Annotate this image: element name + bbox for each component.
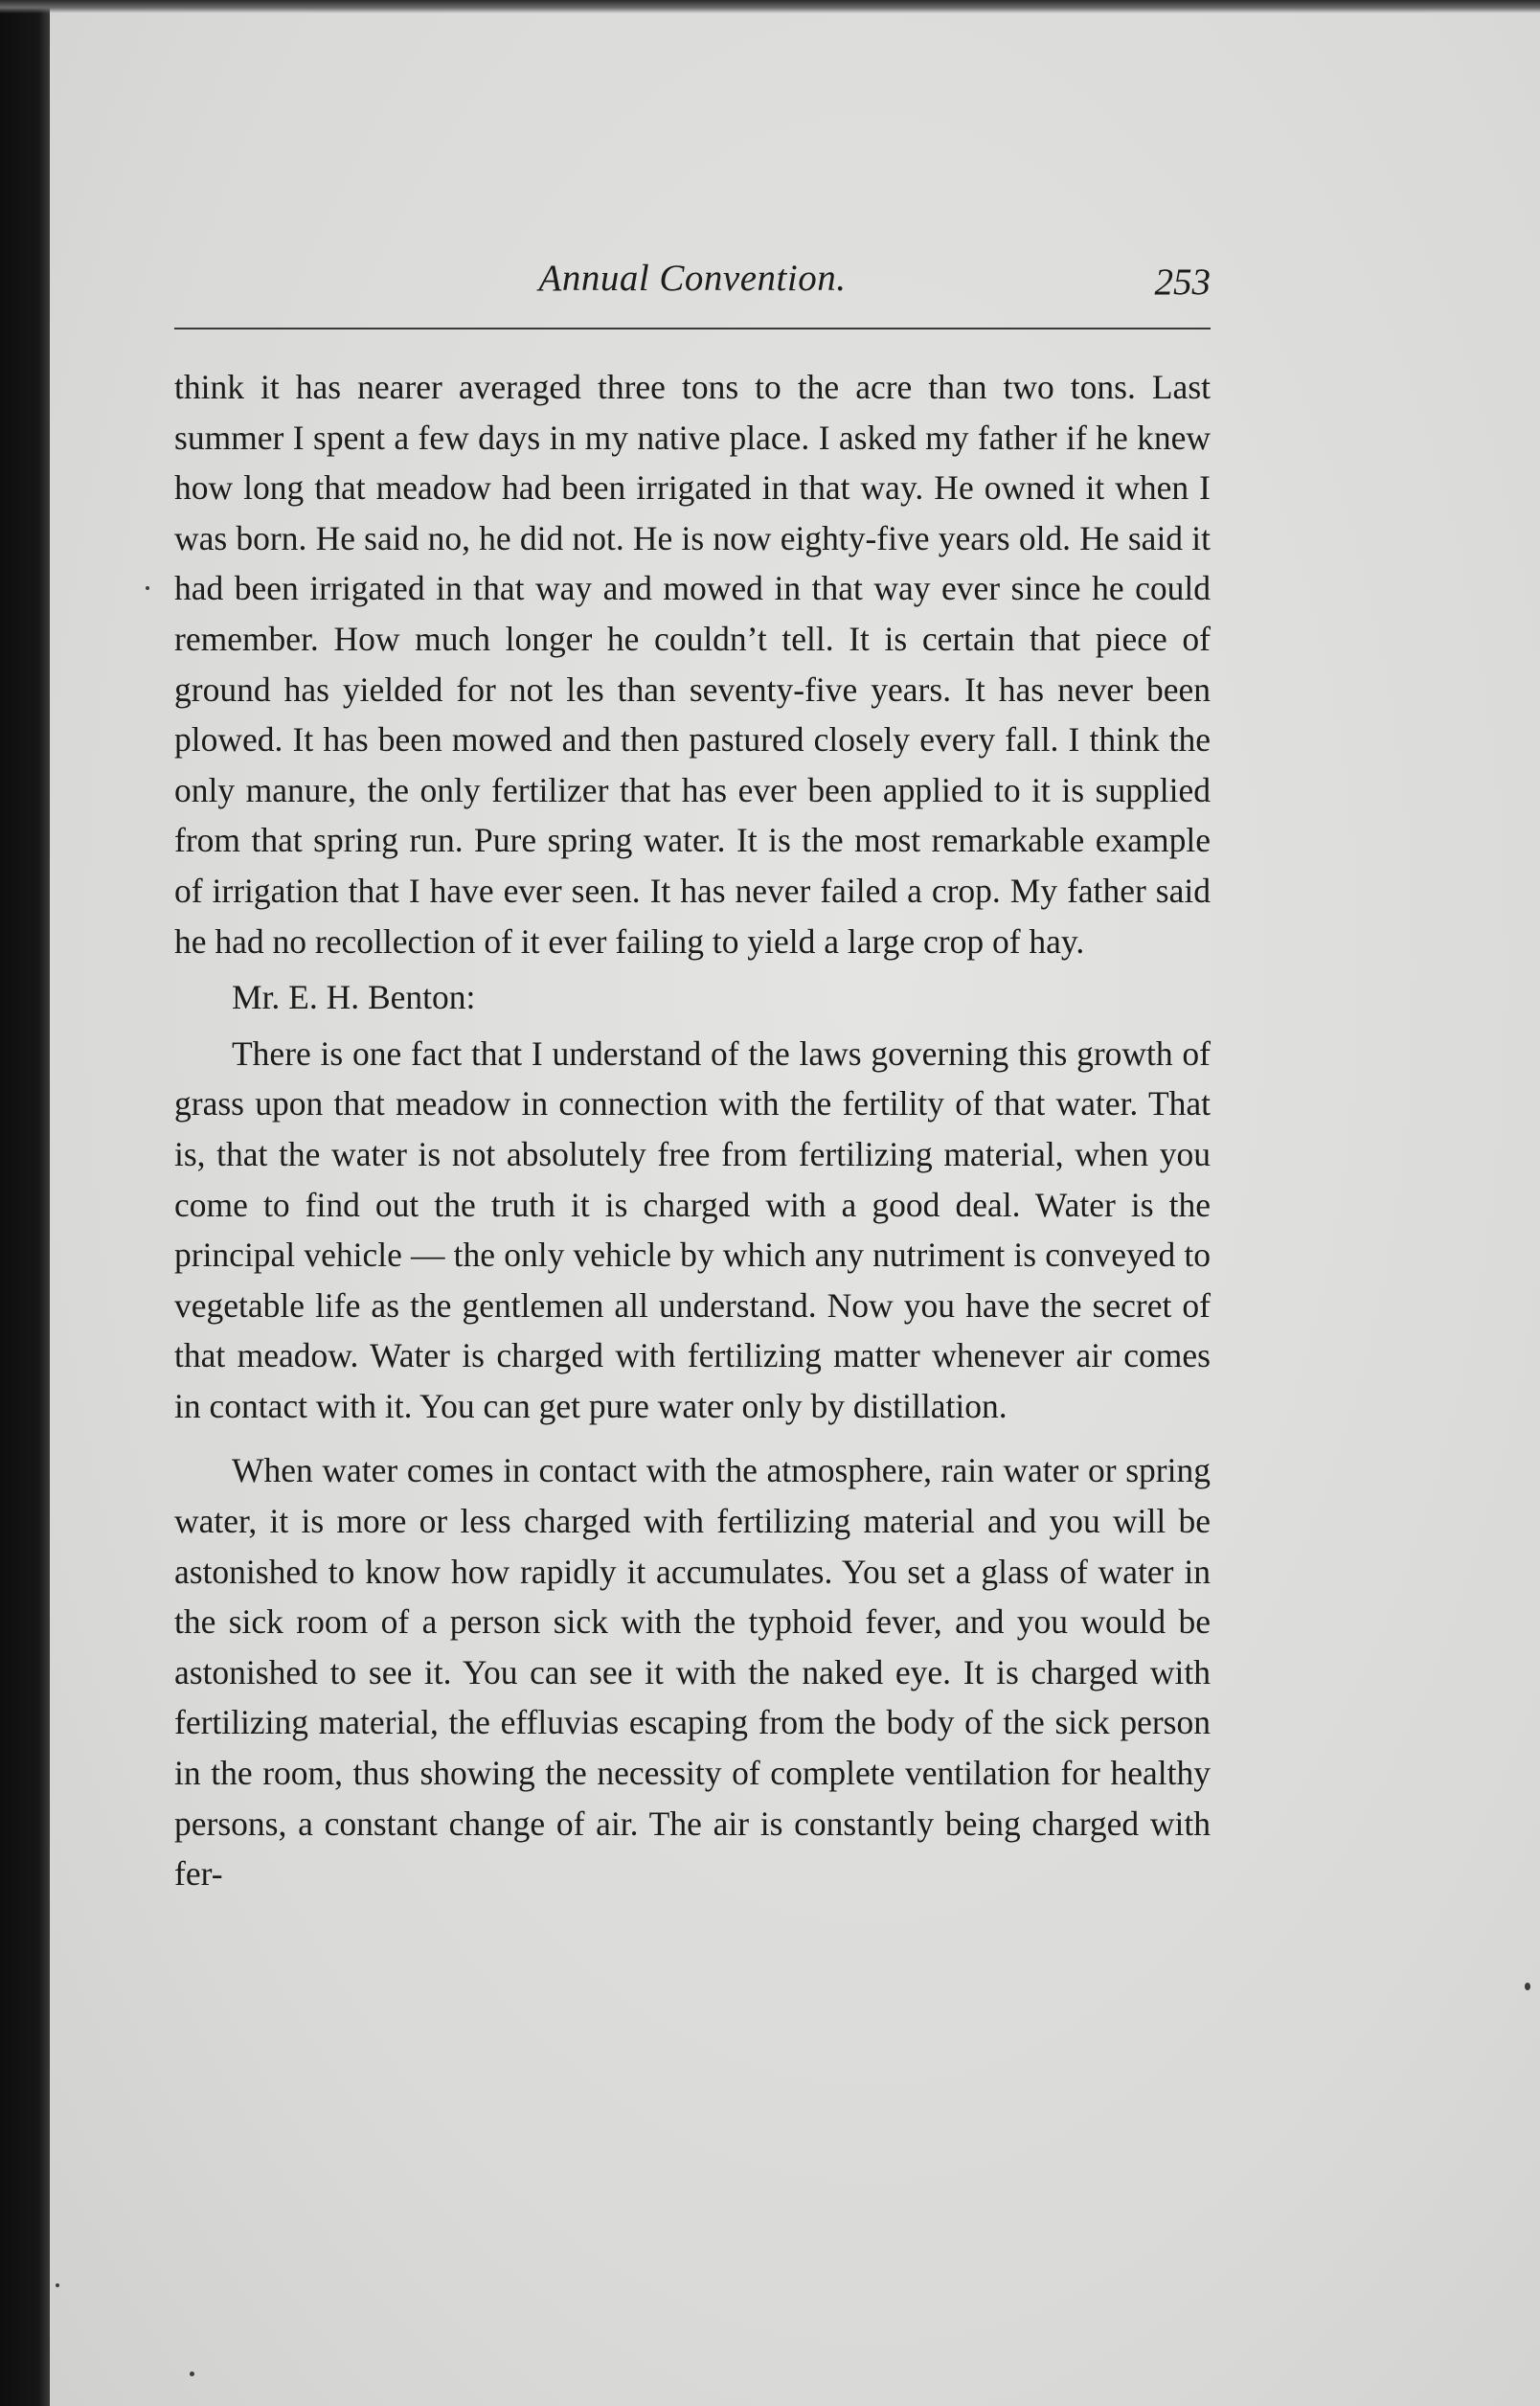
body-text (174, 362, 1211, 1899)
page-number: 253 (1154, 261, 1211, 303)
header-rule (174, 328, 1211, 329)
book-spine-shadow (0, 0, 50, 2406)
paragraph-2: There is one fact that I understand of the laws governing this growth of grass upon that meadow in connection with the fertility of that water. That is, that the water is not absolutely free from fertilizing material, when you come to find out the truth it is charged with a good deal. Water is the principal vehicle — the only vehicle by which any nutriment is conveyed to vegetable life as the gentlemen all understand. Now you have the secret of that meadow. Water is charged with fertilizing matter whenever air comes in contact with it. You can get pure water only by distillation. (174, 1033, 1211, 1425)
paragraph-3: When water comes in contact with the atmosphere, rain water or spring water, it is more or less charged with fertilizing material and you will be astonished to know how rapidly it accumulates. You set a glass of water in the sick room of a person sick with the typhoid fever, and you would be astonished to see it. You can see it with the naked eye. It is charged with fertilizing material, the effluvias escaping from the body of the sick person in the room, thus showing the necessity of complete ventilation for healthy persons, a constant change of air. The air is constantly being charged with fer- (174, 1451, 1211, 1894)
running-head-title: Annual Convention. (538, 258, 847, 299)
print-speck (190, 2372, 194, 2376)
page-top-edge (0, 0, 1540, 13)
paragraph-1: think it has nearer averaged three tons to the acre than two tons. Last summer I spent a few days in my native place. I asked my father if he knew how long that meadow had been irrigated in that way. He owned it when I was born. He said no, he did not. He is now eighty-five years old. He said it had been irrigated in that way and mowed in that way ever since he could remember. How much longer he couldn’t tell. It is certain that piece of ground has yielded for not les than seventy-five years. It has never been plowed. It has been mowed and then pastured closely every fall. I think the only manure, the only fertilizer that has ever been applied to it is supplied from that spring run. Pure spring water. It is the most remarkable example of irrigation that I have ever seen. It has never failed a crop. My father said he had no recollection of it ever failing to yield a large crop of hay. (174, 368, 1211, 961)
running-head (174, 251, 1211, 318)
print-speck (56, 2283, 59, 2287)
speaker-heading: Mr. E. H. Benton: (232, 978, 476, 1017)
print-speck (1525, 1983, 1530, 1990)
print-speck (146, 586, 149, 590)
